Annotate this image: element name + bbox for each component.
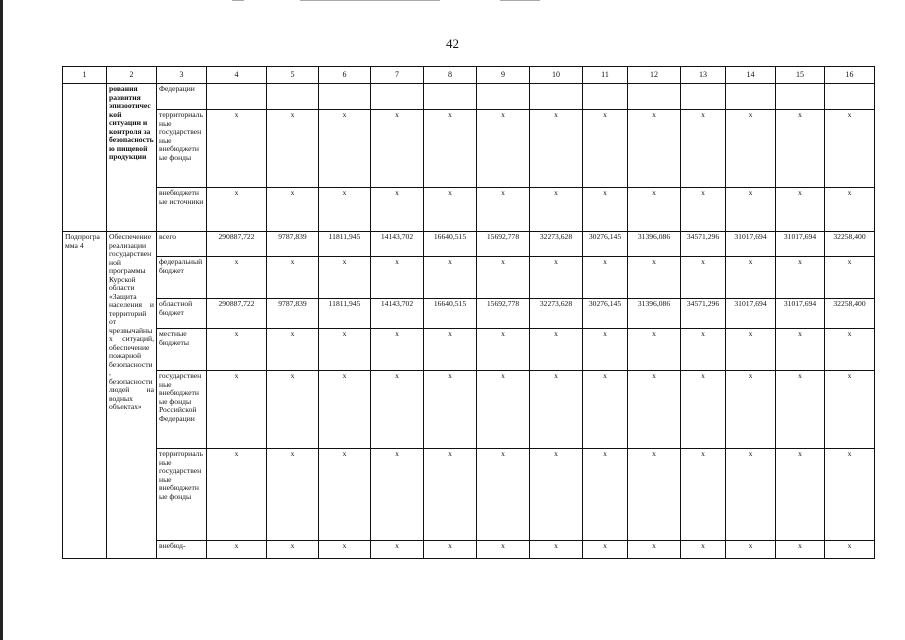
program-name-cell: Обеспечение реализации государственной программы Курской области «Защита населения и территорий от чрезвычайных ситуаций, обеспечение пожарной безопасности, безопасности людей на водных объектах»: [107, 232, 157, 559]
amount-cell: 31017,694: [726, 299, 776, 329]
na-cell: x: [371, 257, 424, 299]
column-number: 6: [319, 67, 371, 84]
na-cell: [530, 84, 583, 110]
na-cell: [776, 84, 825, 110]
na-cell: x: [681, 329, 726, 371]
na-cell: x: [477, 371, 530, 449]
na-cell: x: [530, 371, 583, 449]
column-number: 16: [825, 67, 875, 84]
na-cell: x: [628, 257, 681, 299]
table-row: [63, 329, 875, 371]
funding-source-cell: федеральный бюджет: [157, 257, 207, 299]
na-cell: x: [477, 110, 530, 188]
na-cell: x: [681, 449, 726, 541]
na-cell: [477, 84, 530, 110]
na-cell: x: [267, 257, 319, 299]
na-cell: x: [424, 541, 477, 559]
na-cell: x: [583, 329, 628, 371]
amount-cell: 15692,778: [477, 299, 530, 329]
na-cell: x: [776, 449, 825, 541]
scan-top-mark: [232, 0, 244, 1]
table-row: [63, 188, 875, 232]
na-cell: x: [776, 371, 825, 449]
na-cell: x: [583, 449, 628, 541]
funding-source-cell: областной бюджет: [157, 299, 207, 329]
na-cell: x: [267, 449, 319, 541]
na-cell: x: [776, 541, 825, 559]
na-cell: x: [628, 188, 681, 232]
na-cell: x: [825, 257, 875, 299]
na-cell: x: [726, 329, 776, 371]
na-cell: x: [319, 329, 371, 371]
na-cell: x: [628, 541, 681, 559]
amount-cell: 14143,702: [371, 299, 424, 329]
na-cell: x: [825, 371, 875, 449]
na-cell: x: [267, 329, 319, 371]
na-cell: x: [424, 257, 477, 299]
na-cell: x: [628, 371, 681, 449]
na-cell: x: [726, 449, 776, 541]
na-cell: x: [207, 449, 267, 541]
na-cell: x: [681, 541, 726, 559]
na-cell: x: [424, 110, 477, 188]
na-cell: [371, 84, 424, 110]
na-cell: x: [776, 329, 825, 371]
column-number: 7: [371, 67, 424, 84]
table-row: [63, 232, 875, 257]
program-code-cell: Подпрограмма 4: [63, 232, 107, 559]
budget-table: [62, 66, 875, 559]
na-cell: x: [319, 110, 371, 188]
na-cell: x: [628, 329, 681, 371]
amount-cell: 30276,145: [583, 232, 628, 257]
table-row: [63, 84, 875, 110]
na-cell: x: [726, 257, 776, 299]
amount-cell: 16640,515: [424, 232, 477, 257]
table-row: [63, 541, 875, 559]
na-cell: [681, 84, 726, 110]
funding-source-cell: внебюджетные источники: [157, 188, 207, 232]
na-cell: x: [371, 188, 424, 232]
na-cell: x: [681, 188, 726, 232]
program-name-cell: рования развития эпизоотической ситуации и контроля за безопасностью пищевой продукции: [107, 84, 157, 232]
na-cell: x: [628, 449, 681, 541]
amount-cell: 31017,694: [776, 232, 825, 257]
na-cell: x: [207, 257, 267, 299]
na-cell: x: [371, 541, 424, 559]
na-cell: x: [207, 541, 267, 559]
table-row: [63, 449, 875, 541]
na-cell: x: [424, 329, 477, 371]
amount-cell: 34571,296: [681, 299, 726, 329]
amount-cell: 16640,515: [424, 299, 477, 329]
column-number: 5: [267, 67, 319, 84]
amount-cell: 31017,694: [776, 299, 825, 329]
funding-source-cell: внебюд-: [157, 541, 207, 559]
column-number: 3: [157, 67, 207, 84]
amount-cell: 32258,400: [825, 299, 875, 329]
na-cell: x: [825, 110, 875, 188]
na-cell: x: [583, 188, 628, 232]
page-number: 42: [446, 36, 459, 51]
na-cell: x: [583, 541, 628, 559]
na-cell: x: [530, 110, 583, 188]
na-cell: x: [477, 449, 530, 541]
na-cell: x: [776, 188, 825, 232]
column-number: 4: [207, 67, 267, 84]
na-cell: x: [726, 188, 776, 232]
amount-cell: 32273,628: [530, 232, 583, 257]
na-cell: x: [319, 257, 371, 299]
amount-cell: 31017,694: [726, 232, 776, 257]
na-cell: x: [267, 371, 319, 449]
na-cell: x: [825, 188, 875, 232]
na-cell: x: [681, 257, 726, 299]
table-row: [63, 257, 875, 299]
column-number: 13: [681, 67, 726, 84]
na-cell: x: [319, 541, 371, 559]
na-cell: x: [726, 371, 776, 449]
na-cell: x: [477, 329, 530, 371]
na-cell: x: [477, 257, 530, 299]
column-number: 2: [107, 67, 157, 84]
column-number: 10: [530, 67, 583, 84]
na-cell: x: [267, 541, 319, 559]
column-number: 1: [63, 67, 107, 84]
header-row: [63, 67, 875, 84]
amount-cell: 31396,086: [628, 232, 681, 257]
na-cell: [825, 84, 875, 110]
na-cell: x: [825, 541, 875, 559]
na-cell: x: [825, 329, 875, 371]
column-number: 11: [583, 67, 628, 84]
na-cell: x: [583, 110, 628, 188]
na-cell: x: [371, 110, 424, 188]
na-cell: x: [319, 188, 371, 232]
na-cell: x: [477, 541, 530, 559]
na-cell: x: [319, 449, 371, 541]
na-cell: x: [681, 371, 726, 449]
table-row: [63, 299, 875, 329]
na-cell: [319, 84, 371, 110]
column-number: 8: [424, 67, 477, 84]
na-cell: x: [530, 329, 583, 371]
na-cell: x: [371, 329, 424, 371]
na-cell: x: [319, 371, 371, 449]
amount-cell: 32273,628: [530, 299, 583, 329]
funding-source-cell: территориальные государственные внебюджетные фонды: [157, 449, 207, 541]
table-row: [63, 371, 875, 449]
column-number: 14: [726, 67, 776, 84]
funding-source-cell: государственные внебюджетные фонды Российской Федерации: [157, 371, 207, 449]
na-cell: x: [207, 188, 267, 232]
na-cell: x: [424, 371, 477, 449]
na-cell: x: [583, 371, 628, 449]
na-cell: x: [207, 110, 267, 188]
funding-source-cell: всего: [157, 232, 207, 257]
na-cell: [726, 84, 776, 110]
scan-top-mark: [500, 0, 540, 1]
funding-source-cell: Федерации: [157, 84, 207, 110]
amount-cell: 11811,945: [319, 232, 371, 257]
na-cell: x: [207, 371, 267, 449]
scan-left-edge: [0, 0, 3, 640]
na-cell: x: [267, 110, 319, 188]
funding-source-cell: местные бюджеты: [157, 329, 207, 371]
program-code-cell: [63, 84, 107, 232]
na-cell: x: [726, 541, 776, 559]
amount-cell: 31396,086: [628, 299, 681, 329]
na-cell: x: [371, 371, 424, 449]
na-cell: x: [267, 188, 319, 232]
na-cell: [207, 84, 267, 110]
na-cell: x: [371, 449, 424, 541]
amount-cell: 290887,722: [207, 299, 267, 329]
amount-cell: 290887,722: [207, 232, 267, 257]
na-cell: x: [776, 110, 825, 188]
na-cell: x: [583, 257, 628, 299]
na-cell: x: [424, 188, 477, 232]
na-cell: x: [424, 449, 477, 541]
amount-cell: 32258,400: [825, 232, 875, 257]
column-number: 9: [477, 67, 530, 84]
na-cell: [424, 84, 477, 110]
na-cell: x: [530, 449, 583, 541]
amount-cell: 14143,702: [371, 232, 424, 257]
na-cell: x: [530, 257, 583, 299]
amount-cell: 9787,839: [267, 299, 319, 329]
column-number: 12: [628, 67, 681, 84]
na-cell: x: [207, 329, 267, 371]
amount-cell: 11811,945: [319, 299, 371, 329]
na-cell: x: [530, 188, 583, 232]
amount-cell: 15692,778: [477, 232, 530, 257]
scan-top-mark: [300, 0, 440, 1]
funding-source-cell: территориальные государственные внебюджетные фонды: [157, 110, 207, 188]
amount-cell: 9787,839: [267, 232, 319, 257]
table-row: [63, 110, 875, 188]
na-cell: x: [726, 110, 776, 188]
amount-cell: 30276,145: [583, 299, 628, 329]
na-cell: x: [530, 541, 583, 559]
na-cell: x: [681, 110, 726, 188]
amount-cell: 34571,296: [681, 232, 726, 257]
na-cell: [583, 84, 628, 110]
na-cell: x: [825, 449, 875, 541]
na-cell: x: [477, 188, 530, 232]
na-cell: x: [776, 257, 825, 299]
na-cell: x: [628, 110, 681, 188]
na-cell: [267, 84, 319, 110]
column-number: 15: [776, 67, 825, 84]
na-cell: [628, 84, 681, 110]
